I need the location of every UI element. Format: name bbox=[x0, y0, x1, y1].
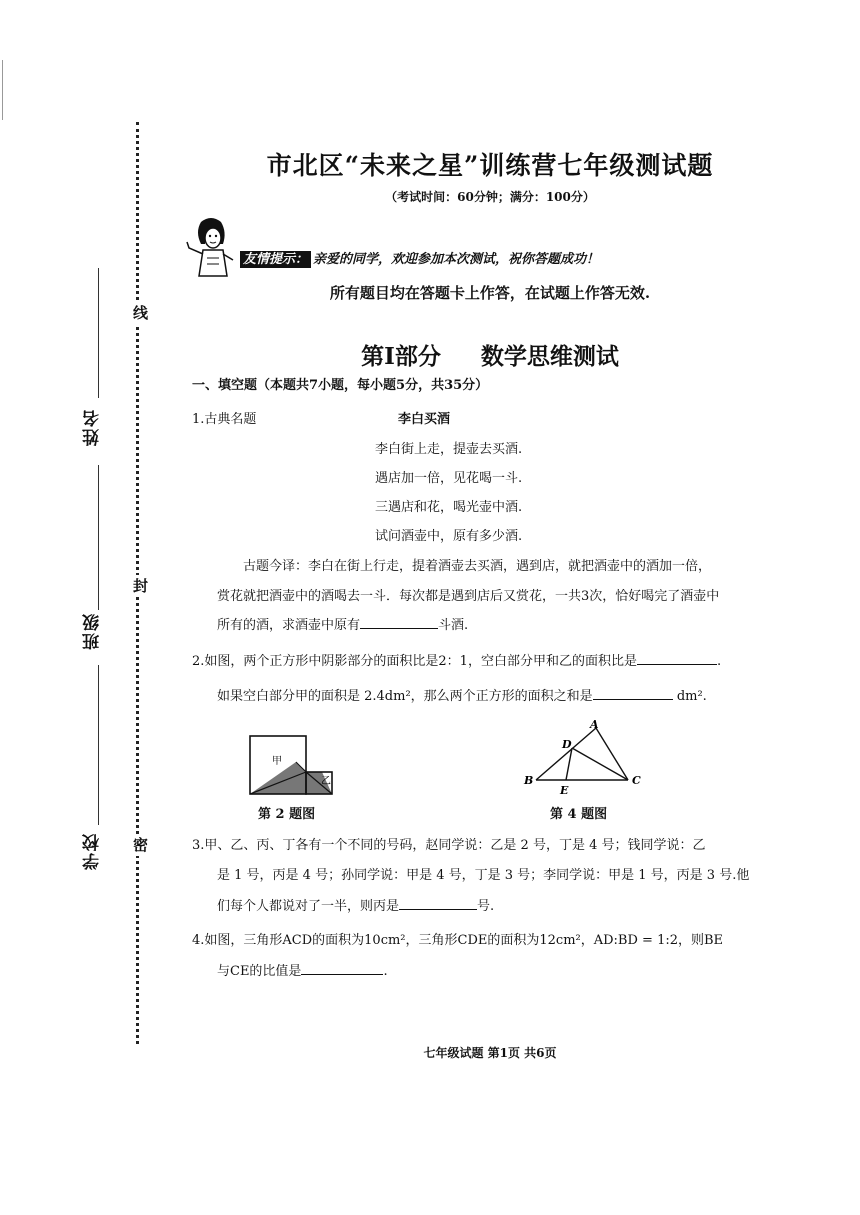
q4-line: 4.如图，三角形ACD的面积为10cm²，三角形CDE的面积为12cm²，AD:BD = 1:2，则BE bbox=[192, 933, 724, 948]
q2-figure-caption: 第 2 题图 bbox=[258, 807, 316, 822]
q2-text: 2.如图，两个正方形中阴影部分的面积比是2：1，空白部分甲和乙的面积比是 bbox=[192, 654, 637, 669]
q2-text: 如果空白部分甲的面积是 2.4dm²，那么两个正方形的面积之和是 bbox=[217, 689, 593, 704]
part-title-name: 数学思维测试 bbox=[480, 343, 619, 370]
q1-poem-line: 三遇店和花，喝光壶中酒. bbox=[375, 500, 523, 515]
q4-figure bbox=[520, 718, 650, 798]
scan-edge-line bbox=[2, 60, 3, 120]
part-title bbox=[160, 338, 820, 371]
q3-text: 号. bbox=[477, 899, 495, 914]
q4-text: 与CE的比值是 bbox=[217, 964, 302, 979]
q1-text: 斗酒. bbox=[438, 618, 469, 633]
q2-text: dm². bbox=[676, 689, 707, 704]
class-field-line[interactable] bbox=[98, 465, 99, 610]
q3-text: 们每个人都说对了一半，则丙是 bbox=[217, 899, 400, 914]
school-field-line[interactable] bbox=[98, 665, 99, 825]
friendly-tip bbox=[240, 248, 599, 267]
section-heading: 一、填空题（本题共7小题，每小题5分，共35分） bbox=[192, 378, 489, 393]
q4-figure-caption: 第 4 题图 bbox=[550, 807, 608, 822]
bind-mark-mi: 密 bbox=[133, 836, 149, 854]
q3-answer-blank[interactable] bbox=[399, 897, 477, 910]
name-field-line[interactable] bbox=[98, 268, 99, 398]
q2-text: . bbox=[716, 654, 722, 669]
q1-translation-line: 赏花就把酒壶中的酒喝去一斗．每次都是遇到店后又赏花，一共3次，恰好喝完了酒壶中 bbox=[217, 589, 720, 604]
q3-line bbox=[217, 895, 494, 914]
q2-line bbox=[192, 650, 721, 669]
q2-figure bbox=[240, 728, 340, 796]
q4-figure-label-b: B bbox=[524, 774, 534, 787]
bind-mark-xian: 线 bbox=[133, 304, 149, 322]
q4-text: . bbox=[383, 964, 388, 979]
q4-figure-label-d: D bbox=[562, 738, 572, 751]
q2-answer-blank-ratio[interactable] bbox=[637, 652, 717, 665]
mascot-girl-icon bbox=[183, 214, 239, 280]
tip-label: 友情提示： bbox=[240, 251, 311, 268]
q3-line: 是 1 号，丙是 4 号；孙同学说：甲是 4 号，丁是 3 号；李同学说：甲是 1 号，丙是 3 号.他 bbox=[217, 868, 750, 883]
q1-answer-blank[interactable] bbox=[360, 616, 438, 629]
q4-figure-label-c: C bbox=[632, 774, 641, 787]
exam-title: 市北区“未来之星”训练营七年级测试题 bbox=[266, 151, 714, 180]
q2-figure-label-jia: 甲 bbox=[272, 756, 282, 767]
q1-text: 所有的酒，求酒壶中原有 bbox=[217, 618, 361, 633]
school-field-label: 学校 bbox=[83, 832, 103, 870]
q2-line bbox=[217, 685, 707, 704]
q4-figure-label-a: A bbox=[590, 718, 599, 731]
bind-mark-feng: 封 bbox=[133, 577, 149, 595]
q2-answer-blank-area[interactable] bbox=[593, 687, 673, 700]
q1-poem-line: 试问酒壶中，原有多少酒. bbox=[375, 529, 523, 544]
q4-answer-blank[interactable] bbox=[301, 962, 383, 975]
q1-translation-line: 古题今译：李白在街上行走，提着酒壶去买酒，遇到店，就把酒壶中的酒加一倍， bbox=[243, 559, 712, 574]
q1-translation-line bbox=[217, 614, 468, 633]
name-field-label: 姓名 bbox=[83, 408, 103, 446]
exam-subtitle: （考试时间：60分钟；满分：100分） bbox=[385, 190, 595, 204]
part-title-number: 第Ⅰ部分 bbox=[361, 343, 441, 370]
page-footer: 七年级试题 第1页 共6页 bbox=[423, 1046, 557, 1060]
q4-figure-label-e: E bbox=[560, 784, 569, 797]
class-field-label: 班级 bbox=[83, 612, 103, 650]
q1-poem-title: 李白买酒 bbox=[398, 412, 451, 427]
q1-poem-line: 李白街上走，提壶去买酒. bbox=[375, 442, 523, 457]
q1-poem-line: 遇店加一倍，见花喝一斗. bbox=[375, 471, 523, 486]
q2-figure-label-yi: 乙 bbox=[321, 776, 331, 787]
q4-line bbox=[217, 960, 388, 979]
q1-label: 1.古典名题 bbox=[192, 412, 257, 427]
q3-line: 3.甲、乙、丙、丁各有一个不同的号码，赵同学说：乙是 2 号，丁是 4 号；钱同学说：乙 bbox=[192, 838, 706, 853]
answer-notice: 所有题目均在答题卡上作答，在试题上作答无效. bbox=[329, 284, 651, 302]
tip-text: 亲爱的同学，欢迎参加本次测试，祝你答题成功！ bbox=[313, 252, 600, 267]
